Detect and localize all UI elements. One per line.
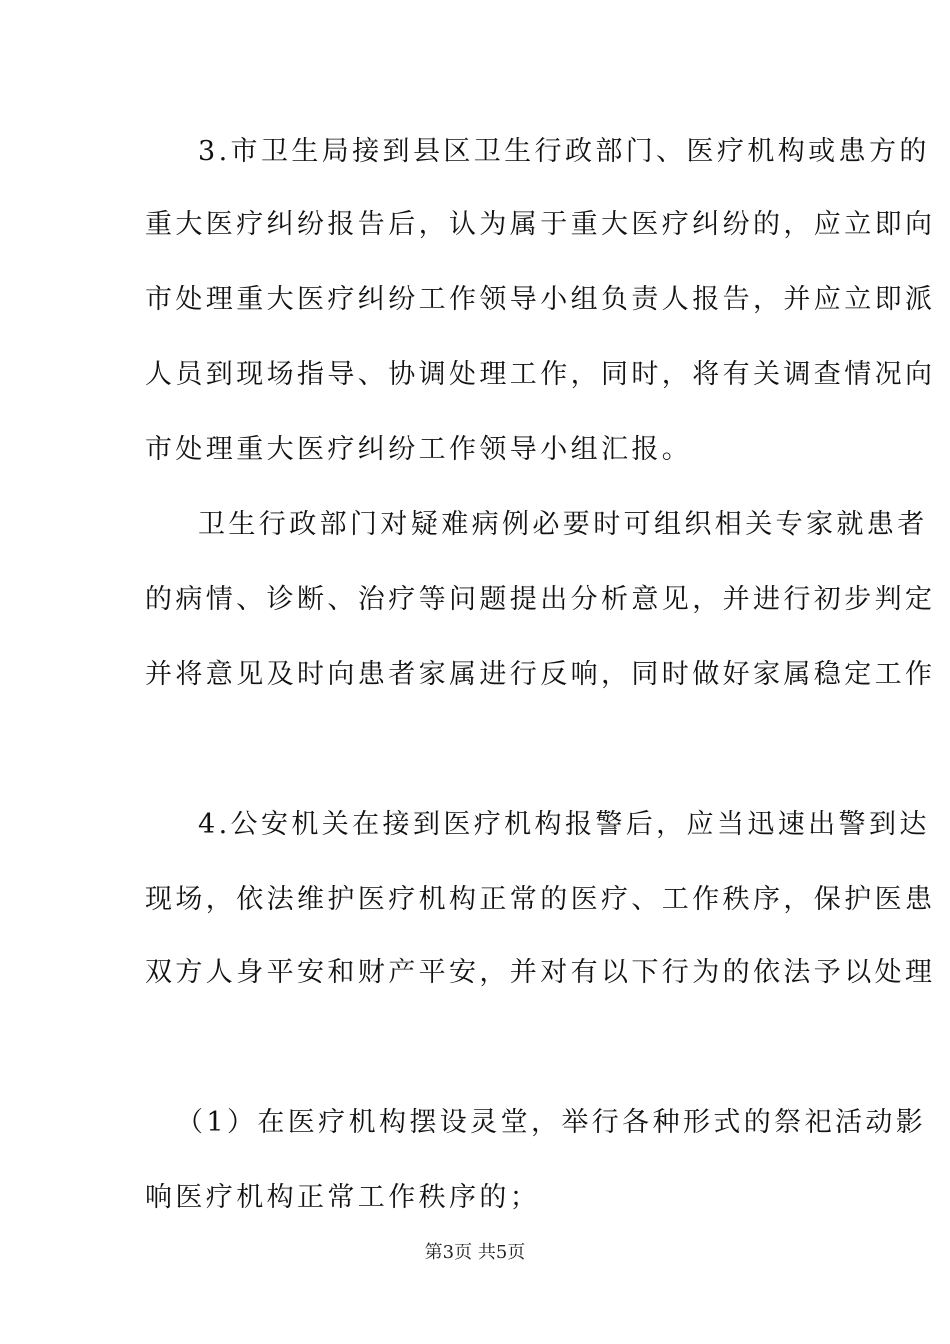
paragraph-line: 现场，依法维护医疗机构正常的医疗、工作秩序，保护医患 [145, 884, 936, 915]
paragraph-line: 市处理重大医疗纠纷工作领导小组负责人报告，并应立即派 [145, 284, 936, 315]
paragraph-line: 响医疗机构正常工作秩序的； [145, 1182, 541, 1213]
paragraph-line: 卫生行政部门对疑难病例必要时可组织相关专家就患者 [198, 509, 928, 540]
paragraph-line: 3.市卫生局接到县区卫生行政部门、医疗机构或患方的 [198, 136, 930, 167]
paragraph-line: 的病情、诊断、治疗等问题提出分析意见，并进行初步判定 [145, 584, 936, 615]
paragraph-line: 双方人身平安和财产平安，并对有以下行为的依法予以处理 [145, 957, 936, 988]
paragraph-line: 人员到现场指导、协调处理工作，同时，将有关调查情况向 [145, 359, 936, 390]
paragraph-line: 市处理重大医疗纠纷工作领导小组汇报。 [145, 434, 693, 465]
paragraph-line: 4.公安机关在接到医疗机构报警后，应当迅速出警到达 [198, 809, 930, 840]
paragraph-line: 并将意见及时向患者家属进行反响，同时做好家属稳定工作 [145, 659, 936, 690]
paragraph-line: 重大医疗纠纷报告后，认为属于重大医疗纠纷的，应立即向 [145, 209, 936, 240]
page-number-footer: 第3页 共5页 [424, 1242, 526, 1263]
paragraph-line: （1）在医疗机构摆设灵堂，举行各种形式的祭祀活动影 [176, 1107, 927, 1138]
